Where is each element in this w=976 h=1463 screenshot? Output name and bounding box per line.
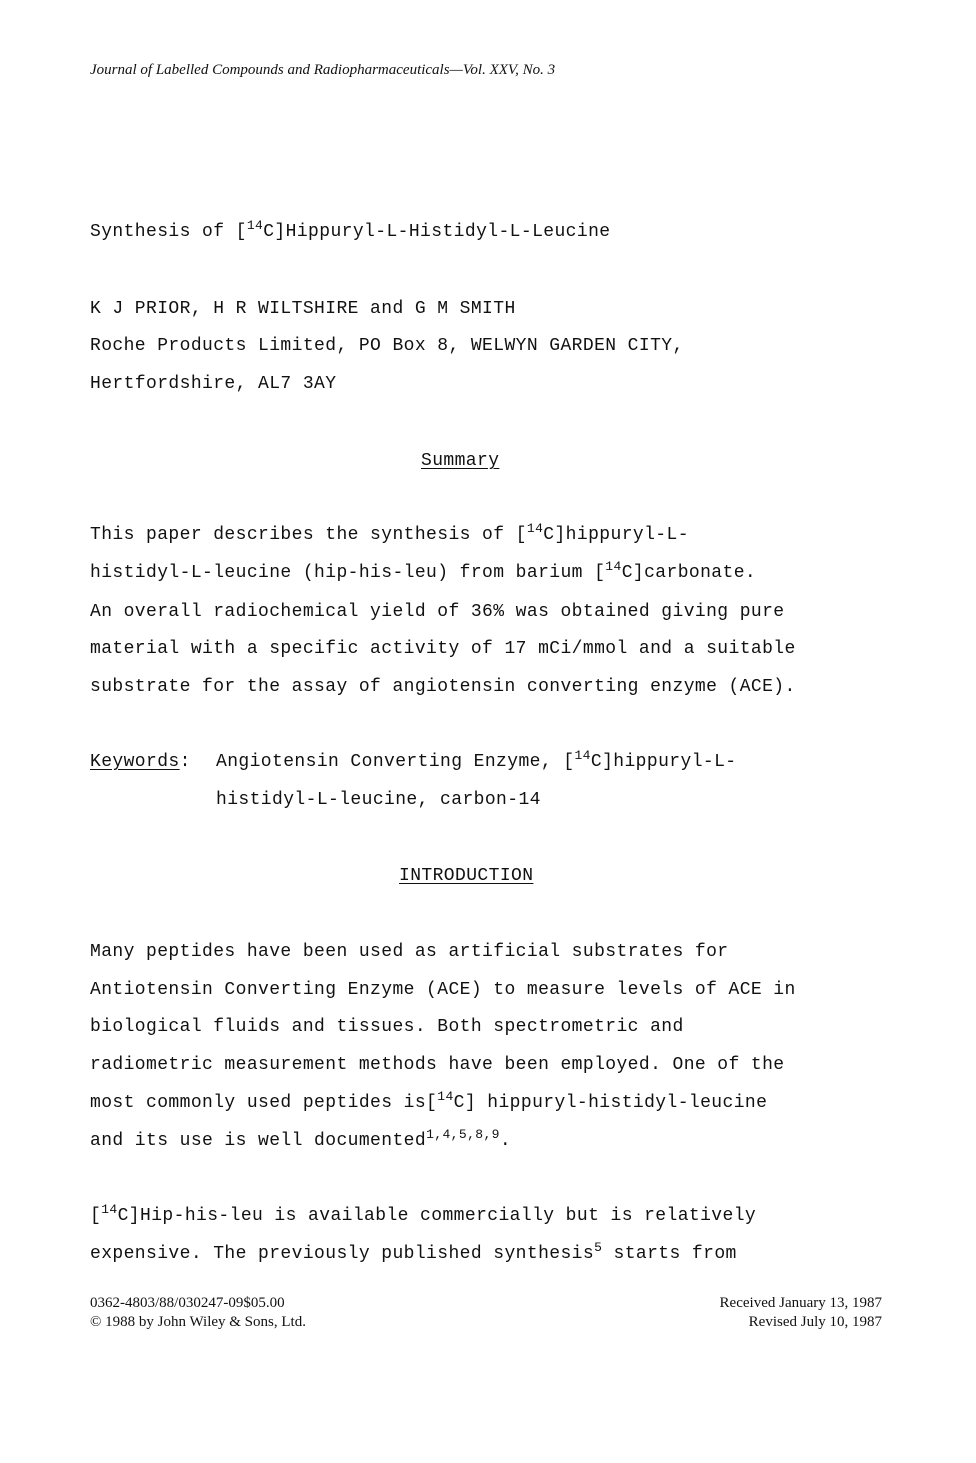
citation-superscript: 1,4,5,8,9 [426, 1127, 500, 1142]
intro-p2-line-1 [90, 1202, 757, 1226]
superscript: 14 [526, 521, 544, 536]
copyright: © 1988 by John Wiley & Sons, Ltd. [90, 1314, 306, 1330]
journal-header: Journal of Labelled Compounds and Radiopharmaceuticals—Vol. XXV, No. 3 [90, 62, 556, 78]
intro-line-1: Many peptides have been used as artificial substrates for [90, 942, 729, 962]
summary-line-3: An overall radiochemical yield of 36% was obtained giving pure [90, 602, 785, 622]
intro-line-6 [90, 1127, 512, 1151]
citation-superscript: 5 [594, 1240, 603, 1255]
affiliation-line-1: Roche Products Limited, PO Box 8, WELWYN GARDEN CITY, [90, 336, 684, 356]
text: and its use is well documented [90, 1131, 427, 1151]
footer-right [720, 1294, 882, 1332]
keywords-line-2: histidyl-L-leucine, carbon-14 [216, 790, 541, 810]
keywords-line-1 [216, 748, 737, 772]
summary-heading: Summary [421, 451, 500, 471]
text: C]Hip-his-leu is available commercially but is relatively [117, 1206, 757, 1226]
text: expensive. The previously published synthesis [90, 1244, 595, 1264]
intro-line-3: biological fluids and tissues. Both spectrometric and [90, 1017, 684, 1037]
summary-line-5: substrate for the assay of angiotensin converting enzyme (ACE). [90, 677, 796, 697]
title-superscript: 14 [246, 218, 264, 233]
text: . [499, 1131, 512, 1151]
title-text-end: C]Hippuryl-L-Histidyl-L-Leucine [263, 222, 611, 242]
affiliation-line-2: Hertfordshire, AL7 3AY [90, 374, 337, 394]
keywords-label [90, 752, 191, 772]
keywords-label-text: Keywords [90, 752, 180, 772]
superscript: 14 [605, 559, 622, 574]
text: This paper describes the synthesis of [ [90, 525, 527, 545]
text: C]hippuryl-L- [590, 752, 737, 772]
authors: K J PRIOR, H R WILTSHIRE and G M SMITH [90, 299, 516, 319]
superscript: 14 [101, 1202, 118, 1217]
text: [ [90, 1206, 102, 1226]
summary-line-2 [90, 559, 757, 583]
summary-line-4: material with a specific activity of 17 mCi/mmol and a suitable [90, 639, 796, 659]
intro-p2-line-2 [90, 1240, 737, 1264]
paper-title [90, 218, 611, 242]
intro-line-5 [90, 1089, 768, 1113]
intro-line-2: Antiotensin Converting Enzyme (ACE) to measure levels of ACE in [90, 980, 796, 1000]
revised-date: Revised July 10, 1987 [748, 1314, 882, 1330]
superscript: 14 [437, 1089, 454, 1104]
text: Angiotensin Converting Enzyme, [ [216, 752, 575, 772]
footer-left [90, 1294, 306, 1332]
text: C]carbonate. [621, 563, 757, 583]
text: C]hippuryl-L- [543, 525, 689, 545]
issn-code: 0362-4803/88/030247-09$05.00 [90, 1295, 285, 1311]
received-date: Received January 13, 1987 [719, 1295, 882, 1311]
text: most commonly used peptides is[ [90, 1093, 438, 1113]
text: histidyl-L-leucine (hip-his-leu) from barium [ [90, 563, 606, 583]
summary-line-1 [90, 521, 689, 545]
superscript: 14 [574, 748, 591, 763]
text: starts from [602, 1244, 737, 1264]
title-text: Synthesis of [ [90, 222, 247, 242]
text: C] hippuryl-histidyl-leucine [453, 1093, 768, 1113]
keywords-colon: : [179, 752, 191, 772]
intro-line-4: radiometric measurement methods have been employed. One of the [90, 1055, 785, 1075]
introduction-heading: INTRODUCTION [399, 866, 534, 886]
